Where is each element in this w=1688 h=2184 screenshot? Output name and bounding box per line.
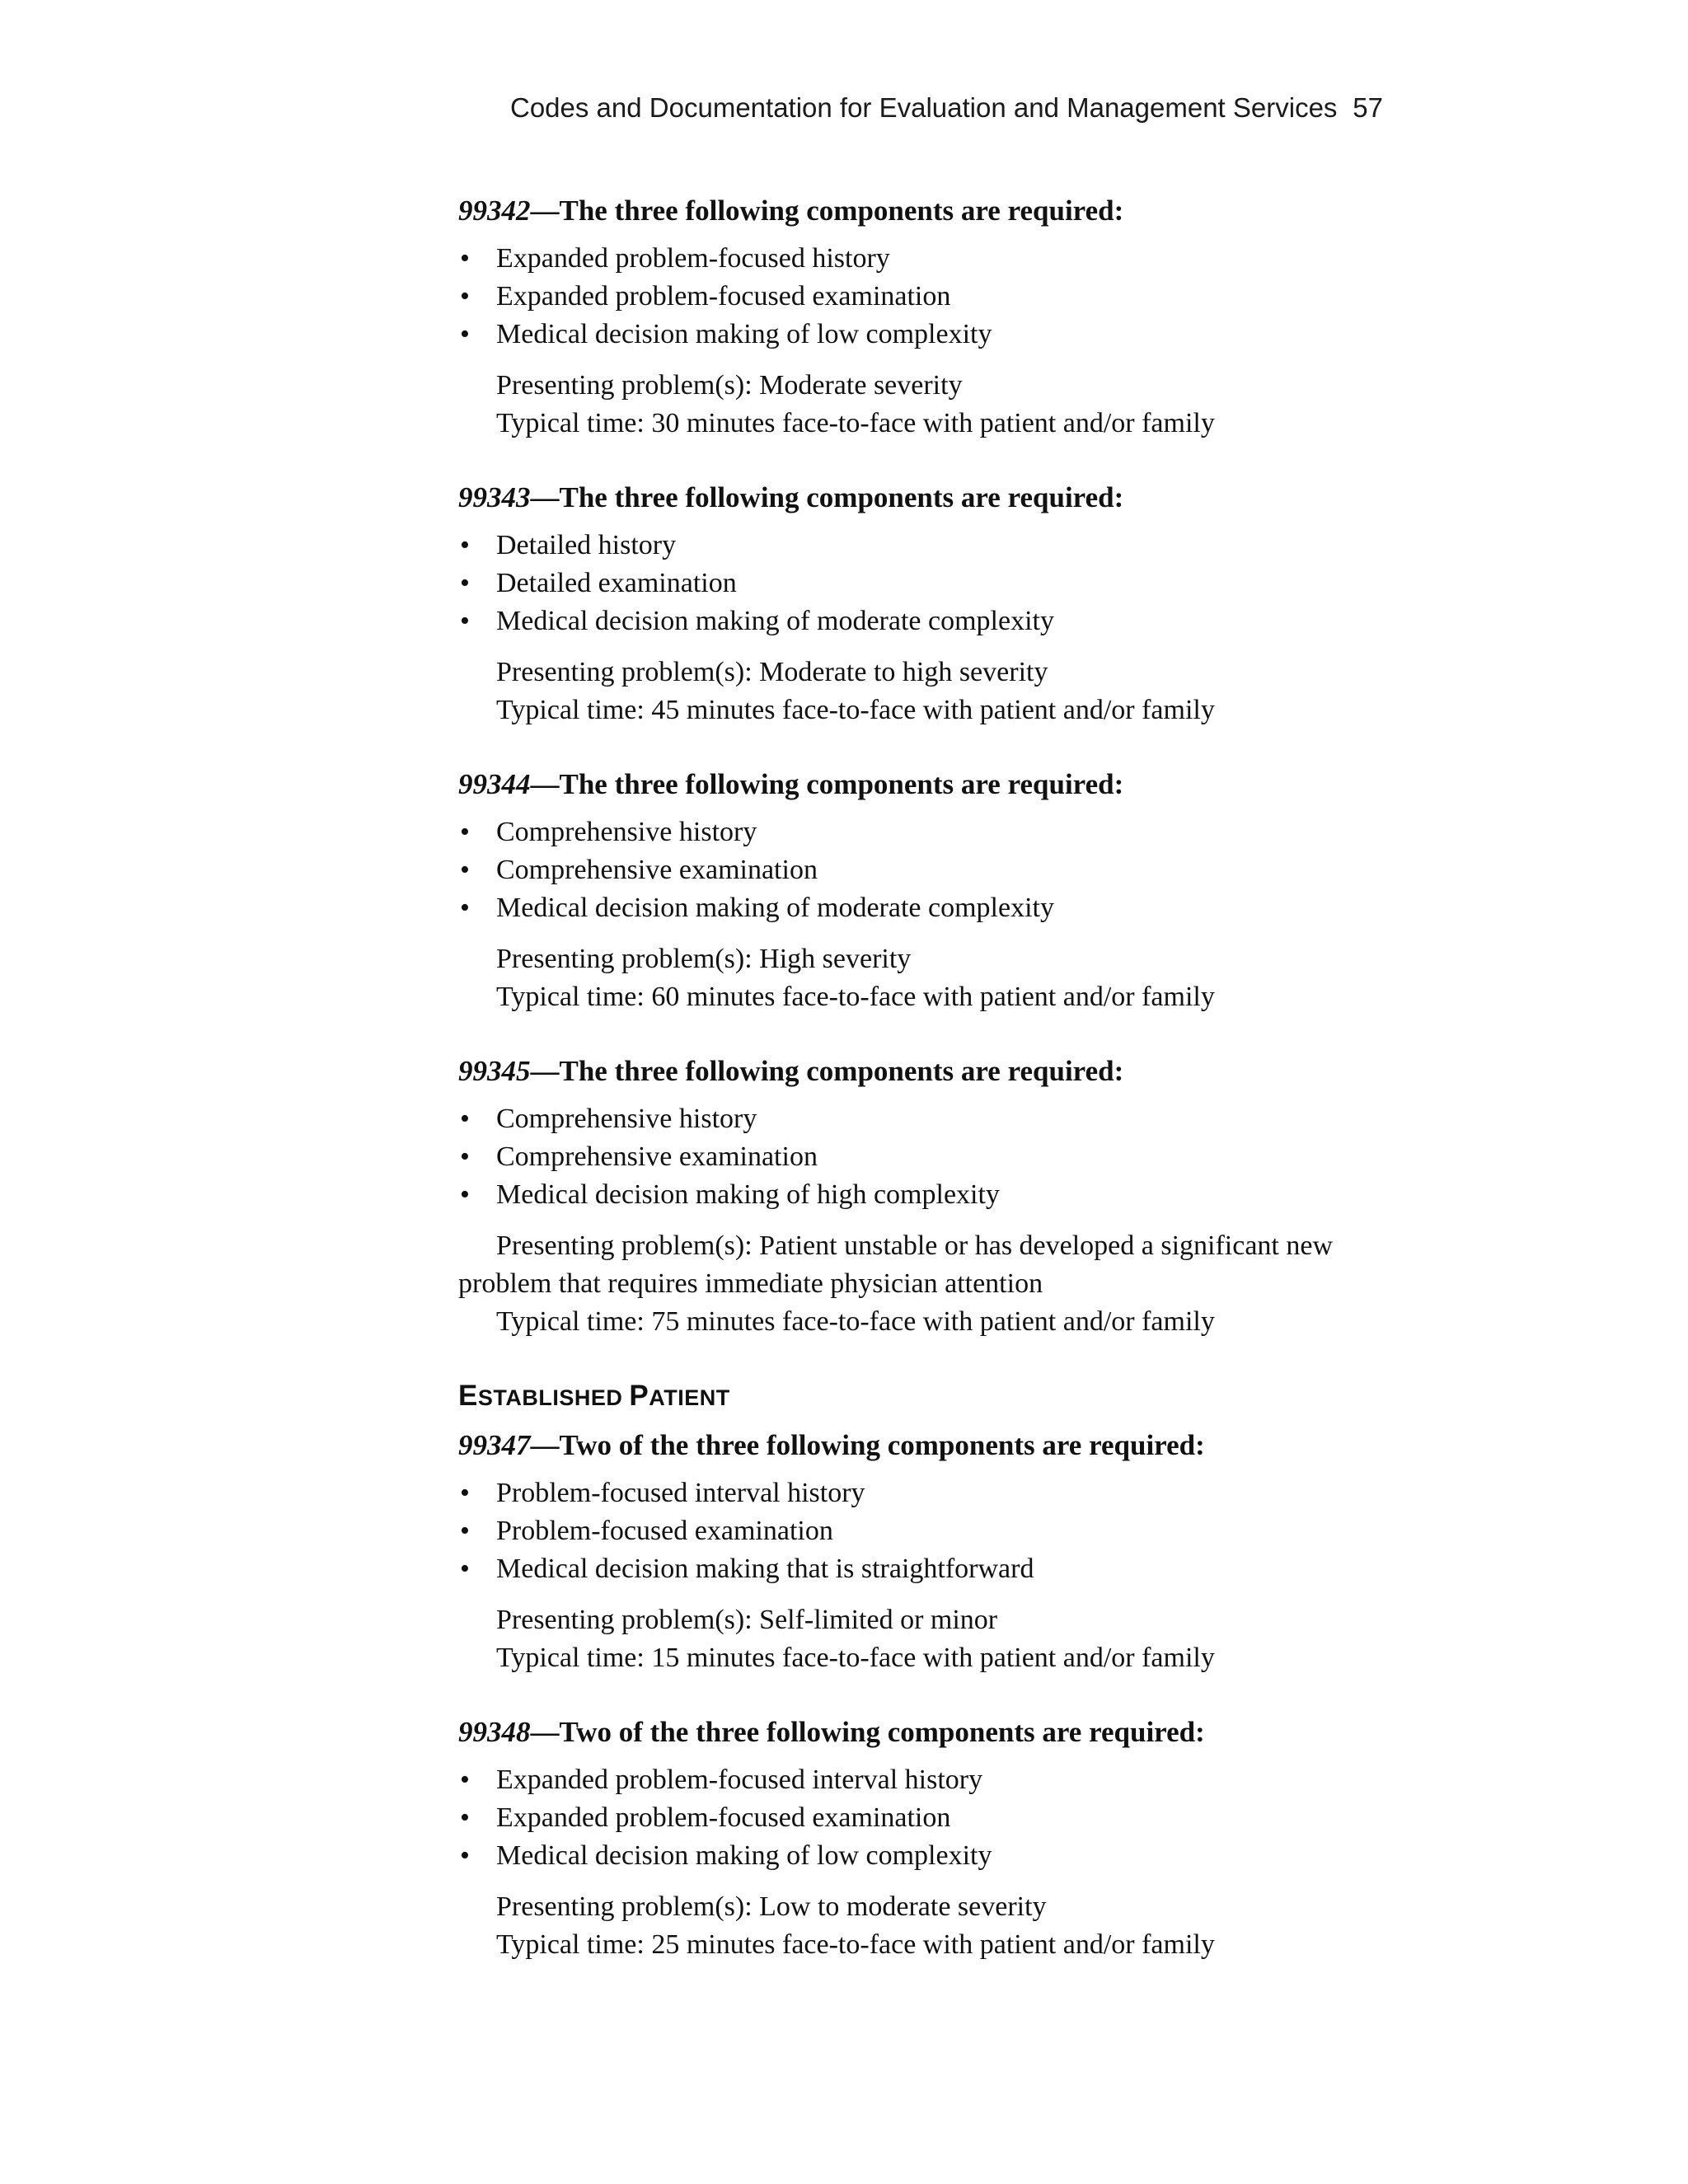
list-item-text: Expanded problem-focused history bbox=[496, 243, 890, 274]
bullet: • bbox=[460, 893, 470, 923]
section-heading-cap: E bbox=[458, 1380, 478, 1412]
bullet: • bbox=[460, 1554, 470, 1584]
list-item bbox=[458, 1474, 1385, 1512]
section-heading-smallcaps: STABLISHED bbox=[477, 1385, 630, 1410]
bullet: • bbox=[460, 1104, 470, 1134]
section-heading-smallcaps: ATIENT bbox=[649, 1385, 730, 1410]
page-number: 57 bbox=[1353, 92, 1383, 123]
code-number: 99343 bbox=[458, 481, 531, 513]
code-heading-text: —The three following components are required: bbox=[530, 194, 1124, 227]
presenting-problem: Presenting problem(s): Low to moderate severity bbox=[496, 1891, 1047, 1922]
list-item-text: Medical decision making of moderate complexity bbox=[496, 893, 1054, 923]
bullet: • bbox=[460, 243, 470, 274]
code-block-99348 bbox=[458, 1713, 1385, 1964]
code-heading-text: —The three following components are required: bbox=[530, 1055, 1124, 1087]
code-block-99345 bbox=[458, 1052, 1385, 1341]
bullet: • bbox=[460, 1516, 470, 1546]
bullet: • bbox=[460, 530, 470, 560]
code-block-99344 bbox=[458, 766, 1385, 1016]
code-heading bbox=[458, 192, 1385, 230]
list-item-text: Expanded problem-focused examination bbox=[496, 1802, 951, 1833]
component-list bbox=[458, 1474, 1385, 1588]
list-item bbox=[458, 851, 1385, 889]
page-body bbox=[458, 192, 1385, 2000]
list-item-text: Medical decision making of low complexity bbox=[496, 1840, 992, 1871]
list-item-text: Medical decision making of high complexity bbox=[496, 1179, 1000, 1210]
list-item bbox=[458, 1761, 1385, 1799]
code-block-99342 bbox=[458, 192, 1385, 443]
typical-time: Typical time: 45 minutes face-to-face with patient and/or family bbox=[496, 695, 1215, 725]
list-item bbox=[458, 602, 1385, 640]
code-heading-text: —The three following components are required: bbox=[530, 768, 1124, 800]
list-item bbox=[458, 1799, 1385, 1837]
list-item-text: Medical decision making that is straightforward bbox=[496, 1554, 1034, 1584]
list-item-text: Comprehensive examination bbox=[496, 1141, 818, 1172]
component-list bbox=[458, 240, 1385, 354]
running-head-title: Codes and Documentation for Evaluation and Management Services bbox=[510, 92, 1338, 123]
code-block-99343 bbox=[458, 479, 1385, 729]
list-item-text: Comprehensive history bbox=[496, 1104, 757, 1134]
code-heading-text: —Two of the three following components are required: bbox=[530, 1429, 1205, 1461]
bullet: • bbox=[460, 568, 470, 598]
bullet: • bbox=[460, 817, 470, 847]
code-heading bbox=[458, 766, 1385, 804]
list-item bbox=[458, 278, 1385, 316]
list-item bbox=[458, 889, 1385, 927]
bullet: • bbox=[460, 1840, 470, 1871]
code-number: 99342 bbox=[458, 194, 531, 227]
list-item bbox=[458, 813, 1385, 851]
bullet: • bbox=[460, 606, 470, 636]
list-item bbox=[458, 1138, 1385, 1176]
code-number: 99347 bbox=[458, 1429, 531, 1461]
list-item-text: Comprehensive examination bbox=[496, 855, 818, 885]
list-item bbox=[458, 1176, 1385, 1214]
bullet: • bbox=[460, 1765, 470, 1795]
list-item bbox=[458, 1837, 1385, 1875]
list-item bbox=[458, 1100, 1385, 1138]
list-item-text: Expanded problem-focused interval history bbox=[496, 1765, 983, 1795]
typical-time: Typical time: 60 minutes face-to-face with patient and/or family bbox=[496, 982, 1215, 1012]
code-number: 99345 bbox=[458, 1055, 531, 1087]
presenting-problem: Presenting problem(s): High severity bbox=[496, 944, 912, 974]
bullet: • bbox=[460, 855, 470, 885]
presenting-problem: Presenting problem(s): Patient unstable or has developed a significant new problem that requires immediate physician attention bbox=[458, 1230, 1334, 1299]
code-block-99347 bbox=[458, 1427, 1385, 1677]
list-item-text: Detailed examination bbox=[496, 568, 737, 598]
presenting-problem: Presenting problem(s): Moderate to high severity bbox=[496, 657, 1048, 687]
bullet: • bbox=[460, 1179, 470, 1210]
code-number: 99348 bbox=[458, 1716, 531, 1748]
component-list bbox=[458, 1761, 1385, 1875]
list-item bbox=[458, 527, 1385, 565]
section-heading-established-patient bbox=[458, 1377, 1385, 1417]
component-list bbox=[458, 527, 1385, 640]
list-item-text: Comprehensive history bbox=[496, 817, 757, 847]
list-item-text: Expanded problem-focused examination bbox=[496, 281, 951, 312]
presenting-problem: Presenting problem(s): Self-limited or minor bbox=[496, 1605, 998, 1635]
code-number: 99344 bbox=[458, 768, 531, 800]
typical-time: Typical time: 15 minutes face-to-face with patient and/or family bbox=[496, 1643, 1215, 1673]
list-item bbox=[458, 1550, 1385, 1588]
code-heading bbox=[458, 1427, 1385, 1465]
code-heading bbox=[458, 1052, 1385, 1090]
code-heading-text: —The three following components are required: bbox=[530, 481, 1124, 513]
component-list bbox=[458, 813, 1385, 927]
list-item bbox=[458, 316, 1385, 354]
bullet: • bbox=[460, 1141, 470, 1172]
list-item-text: Medical decision making of low complexity bbox=[496, 319, 992, 349]
typical-time: Typical time: 25 minutes face-to-face with patient and/or family bbox=[496, 1929, 1215, 1960]
component-list bbox=[458, 1100, 1385, 1214]
list-item bbox=[458, 240, 1385, 278]
list-item-text: Problem-focused examination bbox=[496, 1516, 833, 1546]
code-heading bbox=[458, 479, 1385, 517]
bullet: • bbox=[460, 1478, 470, 1508]
running-header bbox=[0, 92, 1383, 134]
list-item-text: Medical decision making of moderate complexity bbox=[496, 606, 1054, 636]
code-heading bbox=[458, 1713, 1385, 1751]
code-heading-text: —Two of the three following components are required: bbox=[530, 1716, 1205, 1748]
presenting-problem: Presenting problem(s): Moderate severity bbox=[496, 370, 963, 401]
typical-time: Typical time: 75 minutes face-to-face with patient and/or family bbox=[496, 1306, 1215, 1337]
list-item-text: Detailed history bbox=[496, 530, 677, 560]
list-item bbox=[458, 1512, 1385, 1550]
bullet: • bbox=[460, 319, 470, 349]
list-item-text: Problem-focused interval history bbox=[496, 1478, 865, 1508]
bullet: • bbox=[460, 1802, 470, 1833]
list-item bbox=[458, 565, 1385, 602]
typical-time: Typical time: 30 minutes face-to-face with patient and/or family bbox=[496, 408, 1215, 438]
section-heading-cap: P bbox=[629, 1380, 649, 1412]
bullet: • bbox=[460, 281, 470, 312]
